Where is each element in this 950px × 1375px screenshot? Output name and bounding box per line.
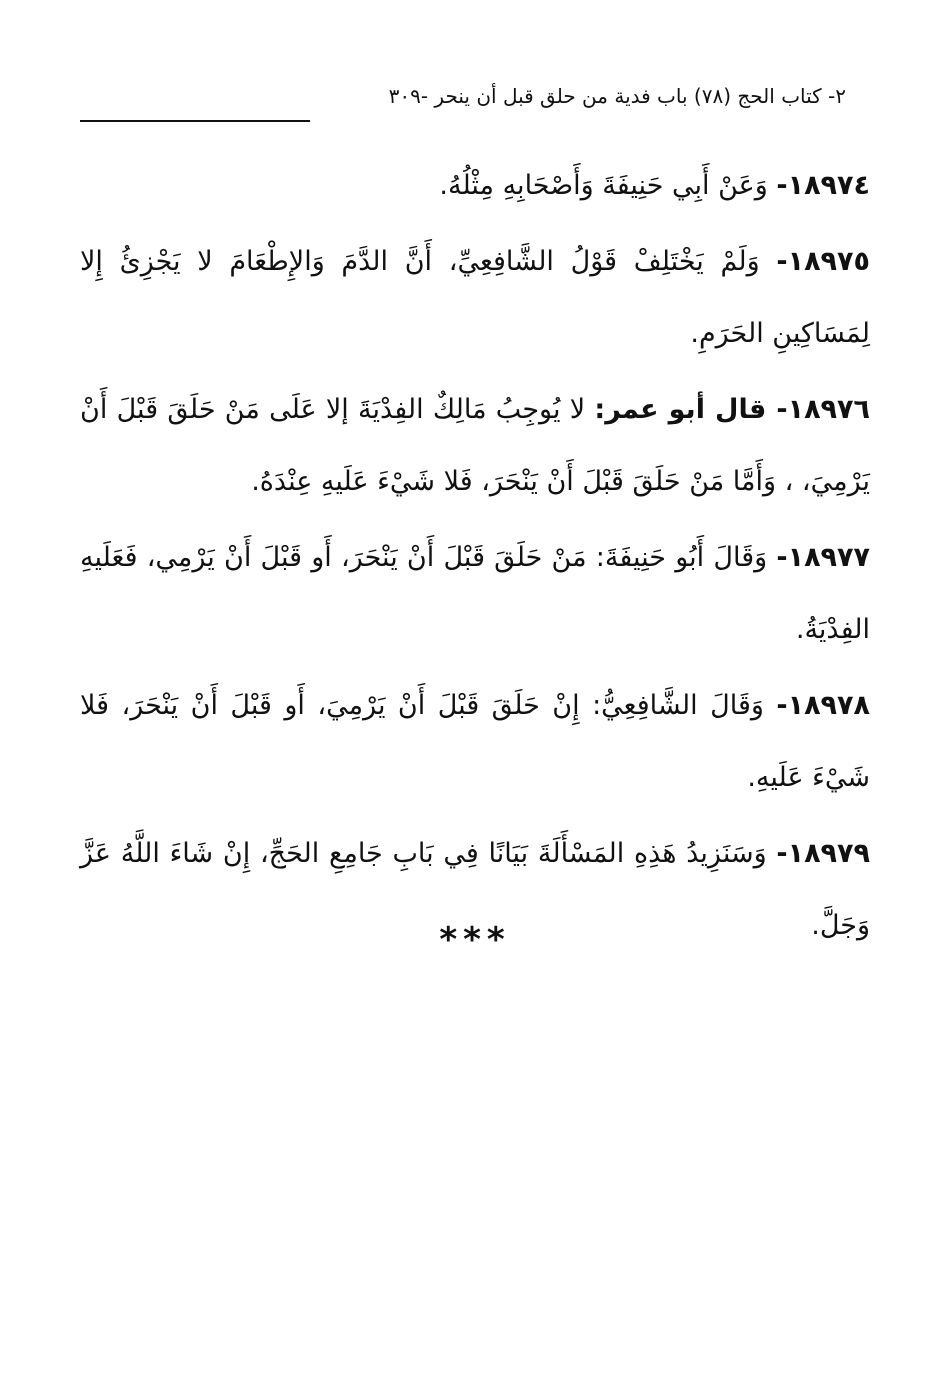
paragraph-number: ١٨٩٧٨- <box>776 690 870 721</box>
paragraph-18977 <box>80 522 870 666</box>
paragraph-text: وَلَمْ يَخْتَلِفْ قَوْلُ الشَّافِعِيِّ، أَنَّ الدَّمَ وَالإِطْعَامَ لا يَجْزِئُ إِلا لِمَسَاكِينِ الحَرَمِ. <box>80 246 870 349</box>
paragraph-number: ١٨٩٧٩- <box>776 838 870 869</box>
paragraph-text: وَقَالَ الشَّافِعِيُّ: إِنْ حَلَقَ قَبْلَ أَنْ يَرْمِيَ، أَو قَبْلَ أَنْ يَنْحَرَ، فَلا شَيْءَ عَلَيهِ. <box>80 690 870 793</box>
paragraph-text: وَسَنَزِيدُ هَذِهِ المَسْأَلَةَ بَيَانًا فِي بَابِ جَامِعِ الحَجِّ، إِنْ شَاءَ اللَّهُ عَزَّ وَجَلَّ. <box>80 838 870 941</box>
page-header <box>80 72 870 122</box>
paragraph-18974 <box>80 150 870 222</box>
body-text <box>80 150 870 966</box>
paragraph-number: ١٨٩٧٥- <box>776 246 870 277</box>
paragraph-18976 <box>80 374 870 518</box>
paragraph-text: لا يُوجِبُ مَالِكٌ الفِدْيَةَ إلا عَلَى مَنْ حَلَقَ قَبْلَ أَنْ يَرْمِيَ، ، وَأَمَّا مَنْ حَلَقَ قَبْلَ أَنْ يَنْحَرَ، فَلا شَيْءَ عَلَيهِ عِنْدَهُ. <box>80 394 870 497</box>
paragraph-text: وَقَالَ أَبُو حَنِيفَةَ: مَنْ حَلَقَ قَبْلَ أَنْ يَنْحَرَ، أَو قَبْلَ أَنْ يَرْمِي، فَعَلَيهِ الفِدْيَةُ. <box>80 542 870 645</box>
paragraph-18975 <box>80 226 870 370</box>
paragraph-18978 <box>80 670 870 814</box>
paragraph-number: ١٨٩٧٦- <box>776 394 870 425</box>
paragraph-speaker: قال أبو عمر: <box>594 394 777 425</box>
header-rule <box>80 120 310 122</box>
paragraph-text: وَعَنْ أَبِي حَنِيفَةَ وَأَصْحَابِهِ مِثْلُهُ. <box>439 170 777 201</box>
section-separator: *** <box>439 920 511 960</box>
paragraph-number: ١٨٩٧٧- <box>776 542 870 573</box>
running-header: ٢- كتاب الحج (٧٨) باب فدية من حلق قبل أن ينحر -٣٠٩ <box>388 84 846 108</box>
paragraph-number: ١٨٩٧٤- <box>776 170 870 201</box>
